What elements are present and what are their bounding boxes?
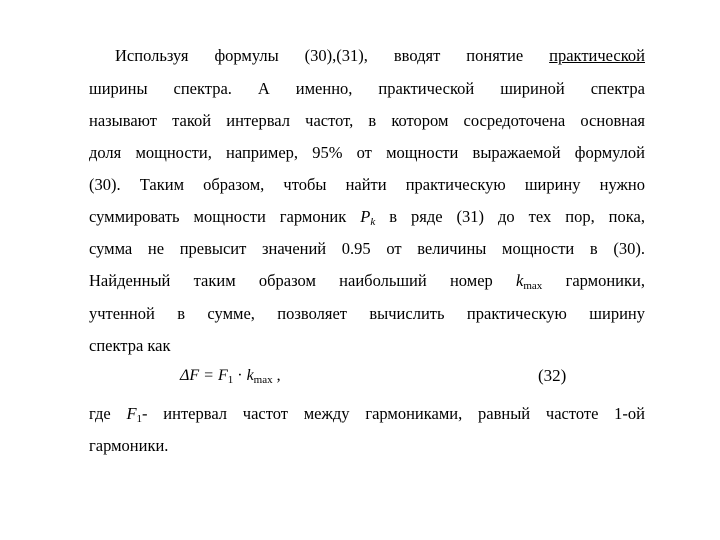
line-8-before: Найденный таким образом наибольший номер xyxy=(89,271,517,290)
line-1-text: Используя формулы (30),(31), вводят понятие xyxy=(115,46,550,65)
paragraph-line-11 xyxy=(89,404,645,429)
power-variable: P xyxy=(360,207,371,226)
line-11-before: где xyxy=(89,404,127,423)
formula-tail: , xyxy=(272,367,281,384)
formula-k-subscript: max xyxy=(253,374,273,386)
paragraph-line-7: сумма не превысит значений 0.95 от величины мощности в (30). xyxy=(89,239,645,258)
paragraph-line-4: доля мощности, например, 95% от мощности выражаемой формулой xyxy=(89,143,645,162)
equation-number: (32) xyxy=(538,366,567,385)
formula-lhs: ΔF = F xyxy=(180,367,228,384)
paragraph-line-1 xyxy=(115,46,645,66)
paragraph-line-5: (30). Таким образом, чтобы найти практическую ширину нужно xyxy=(89,175,645,194)
underlined-term: практической xyxy=(549,46,645,65)
paragraph-line-3: называют такой интервал частот, в котором сосредоточена основная xyxy=(89,111,645,130)
formula-k: k xyxy=(246,367,254,384)
line-8-after: гармоники, xyxy=(542,271,645,290)
paragraph-line-2: ширины спектра. А именно, практической шириной спектра xyxy=(89,79,645,98)
formula-dot: · xyxy=(233,367,247,384)
paragraph-line-6 xyxy=(89,207,645,232)
f1-variable: F xyxy=(126,404,137,423)
line-6-before: суммировать мощности гармоник xyxy=(89,207,361,226)
power-subscript: k xyxy=(370,216,376,228)
formula-32 xyxy=(180,366,281,390)
line-6-after: в ряде (31) до тех пор, пока, xyxy=(375,207,645,226)
line-11-after: - интервал частот между гармониками, равный частоте 1-ой xyxy=(142,404,645,423)
formula-f-subscript: 1 xyxy=(227,374,234,386)
kmax-subscript: max xyxy=(523,280,543,292)
paragraph-line-10: спектра как xyxy=(89,336,171,355)
f1-subscript: 1 xyxy=(136,413,143,425)
paragraph-line-8 xyxy=(89,271,645,296)
paragraph-line-12: гармоники. xyxy=(89,436,169,455)
kmax-variable: k xyxy=(516,271,524,290)
paragraph-line-9: учтенной в сумме, позволяет вычислить практическую ширину xyxy=(89,304,645,323)
